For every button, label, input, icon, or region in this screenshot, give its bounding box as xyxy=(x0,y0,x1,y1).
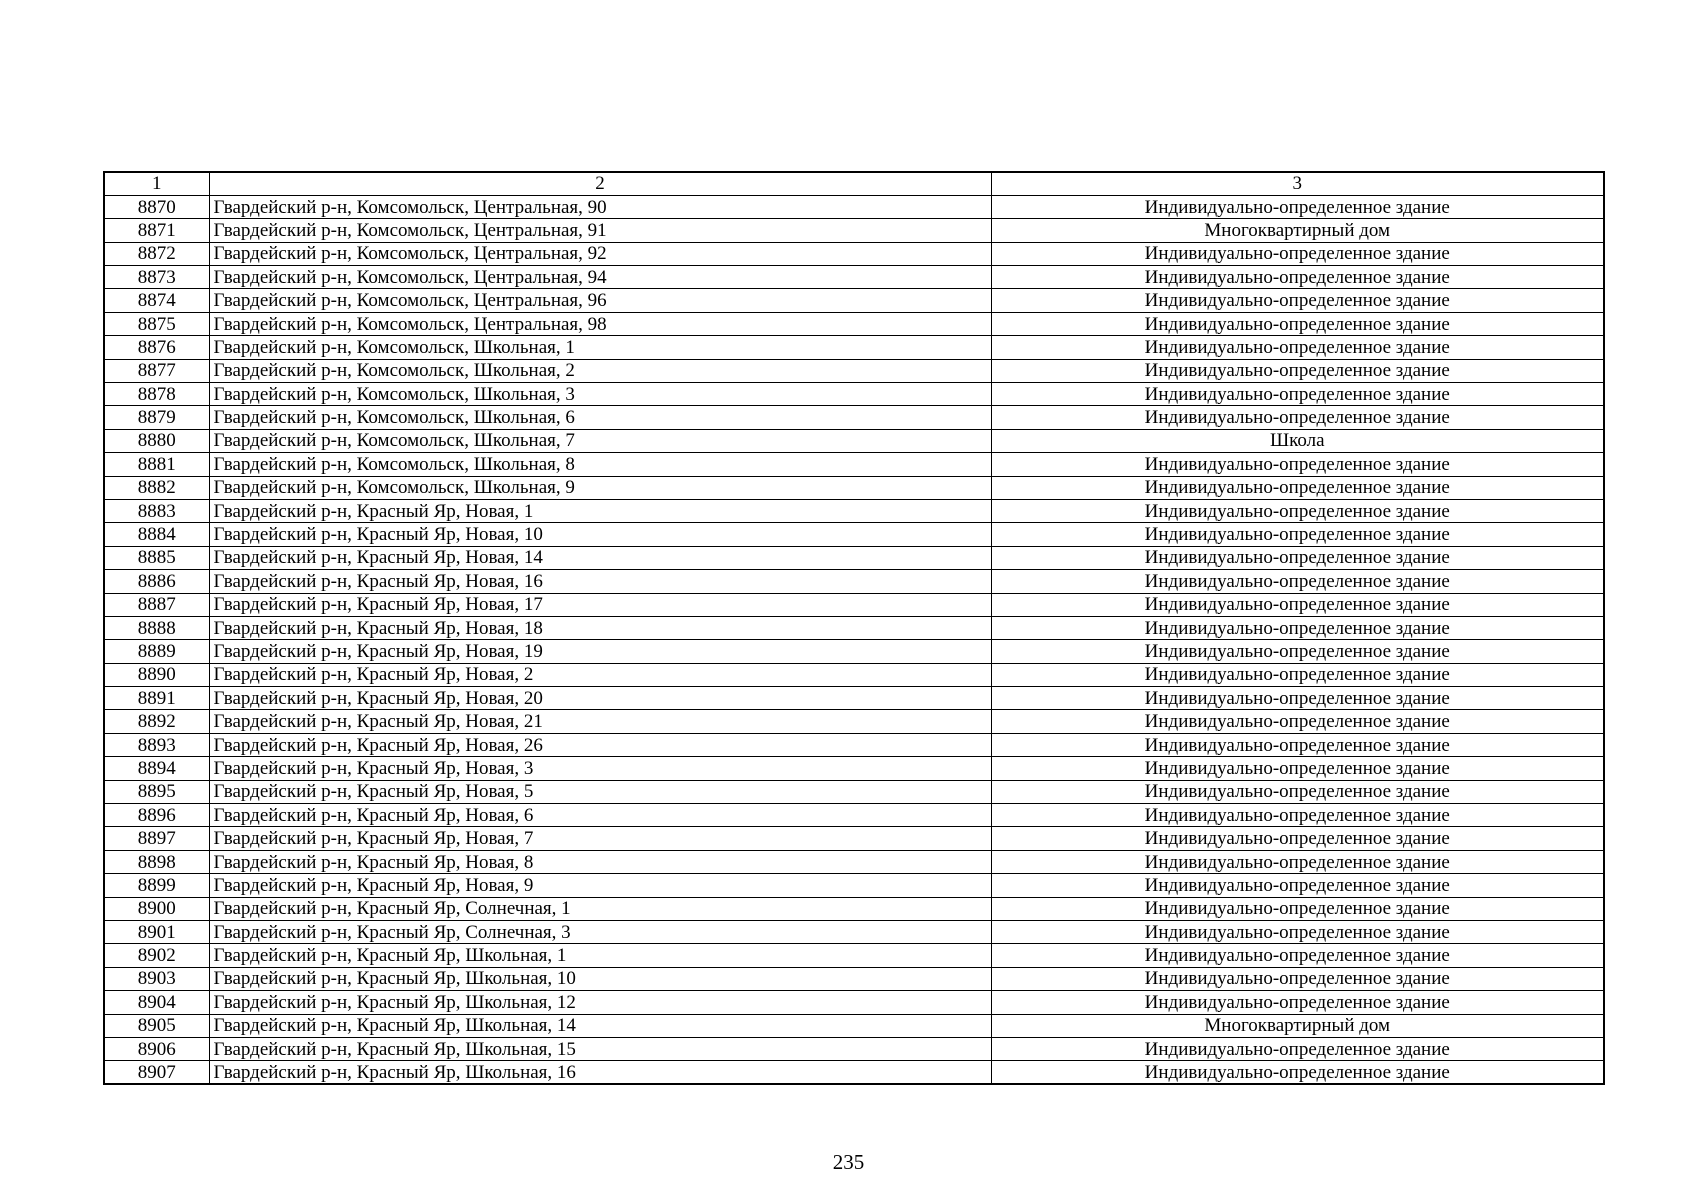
building-type-cell: Индивидуально-определенное здание xyxy=(991,289,1604,312)
table-row xyxy=(104,663,1604,686)
header-cell-2: 2 xyxy=(209,172,991,195)
row-number-cell: 8892 xyxy=(104,710,209,733)
address-cell: Гвардейский р-н, Красный Яр, Школьная, 15 xyxy=(209,1037,991,1060)
building-type-cell: Индивидуально-определенное здание xyxy=(991,359,1604,382)
row-number-cell: 8894 xyxy=(104,757,209,780)
building-type-cell: Многоквартирный дом xyxy=(991,1014,1604,1037)
table-row xyxy=(104,1061,1604,1084)
address-cell: Гвардейский р-н, Красный Яр, Новая, 8 xyxy=(209,850,991,873)
building-type-cell: Индивидуально-определенное здание xyxy=(991,757,1604,780)
table-row xyxy=(104,266,1604,289)
address-cell: Гвардейский р-н, Красный Яр, Школьная, 14 xyxy=(209,1014,991,1037)
address-cell: Гвардейский р-н, Красный Яр, Новая, 10 xyxy=(209,523,991,546)
row-number-cell: 8895 xyxy=(104,780,209,803)
building-type-cell: Индивидуально-определенное здание xyxy=(991,523,1604,546)
address-cell: Гвардейский р-н, Красный Яр, Новая, 17 xyxy=(209,593,991,616)
row-number-cell: 8890 xyxy=(104,663,209,686)
row-number-cell: 8893 xyxy=(104,733,209,756)
table-row xyxy=(104,991,1604,1014)
address-cell: Гвардейский р-н, Комсомольск, Центральная, 98 xyxy=(209,312,991,335)
row-number-cell: 8881 xyxy=(104,453,209,476)
table-row xyxy=(104,944,1604,967)
address-cell: Гвардейский р-н, Комсомольск, Центральная, 91 xyxy=(209,219,991,242)
address-cell: Гвардейский р-н, Красный Яр, Новая, 26 xyxy=(209,733,991,756)
table-row xyxy=(104,804,1604,827)
row-number-cell: 8887 xyxy=(104,593,209,616)
table-row xyxy=(104,499,1604,522)
header-cell-3: 3 xyxy=(991,172,1604,195)
table-row xyxy=(104,921,1604,944)
table-row xyxy=(104,289,1604,312)
row-number-cell: 8907 xyxy=(104,1061,209,1084)
building-type-cell: Индивидуально-определенное здание xyxy=(991,406,1604,429)
building-type-cell: Индивидуально-определенное здание xyxy=(991,921,1604,944)
table-row xyxy=(104,780,1604,803)
building-type-cell: Индивидуально-определенное здание xyxy=(991,874,1604,897)
row-number-cell: 8880 xyxy=(104,429,209,452)
address-cell: Гвардейский р-н, Комсомольск, Школьная, 3 xyxy=(209,383,991,406)
address-cell: Гвардейский р-н, Красный Яр, Новая, 18 xyxy=(209,616,991,639)
address-cell: Гвардейский р-н, Красный Яр, Новая, 3 xyxy=(209,757,991,780)
address-cell: Гвардейский р-н, Красный Яр, Новая, 21 xyxy=(209,710,991,733)
row-number-cell: 8874 xyxy=(104,289,209,312)
row-number-cell: 8896 xyxy=(104,804,209,827)
table-row xyxy=(104,570,1604,593)
building-type-cell: Индивидуально-определенное здание xyxy=(991,242,1604,265)
building-type-cell: Индивидуально-определенное здание xyxy=(991,546,1604,569)
address-cell: Гвардейский р-н, Красный Яр, Новая, 2 xyxy=(209,663,991,686)
table-row xyxy=(104,219,1604,242)
address-cell: Гвардейский р-н, Комсомольск, Школьная, 9 xyxy=(209,476,991,499)
address-cell: Гвардейский р-н, Красный Яр, Новая, 14 xyxy=(209,546,991,569)
table-row xyxy=(104,850,1604,873)
row-number-cell: 8878 xyxy=(104,383,209,406)
row-number-cell: 8875 xyxy=(104,312,209,335)
building-type-cell: Индивидуально-определенное здание xyxy=(991,195,1604,218)
building-type-cell: Индивидуально-определенное здание xyxy=(991,733,1604,756)
row-number-cell: 8883 xyxy=(104,499,209,522)
building-type-cell: Индивидуально-определенное здание xyxy=(991,850,1604,873)
row-number-cell: 8903 xyxy=(104,967,209,990)
table-row xyxy=(104,453,1604,476)
address-cell: Гвардейский р-н, Комсомольск, Центральная, 96 xyxy=(209,289,991,312)
row-number-cell: 8899 xyxy=(104,874,209,897)
address-cell: Гвардейский р-н, Красный Яр, Солнечная, 1 xyxy=(209,897,991,920)
table-row xyxy=(104,874,1604,897)
table-row xyxy=(104,546,1604,569)
building-type-cell: Индивидуально-определенное здание xyxy=(991,991,1604,1014)
table-row xyxy=(104,616,1604,639)
row-number-cell: 8870 xyxy=(104,195,209,218)
building-type-cell: Индивидуально-определенное здание xyxy=(991,827,1604,850)
building-type-cell: Индивидуально-определенное здание xyxy=(991,266,1604,289)
table-row xyxy=(104,733,1604,756)
table-row xyxy=(104,967,1604,990)
table-row xyxy=(104,687,1604,710)
row-number-cell: 8876 xyxy=(104,336,209,359)
row-number-cell: 8902 xyxy=(104,944,209,967)
row-number-cell: 8905 xyxy=(104,1014,209,1037)
address-cell: Гвардейский р-н, Красный Яр, Новая, 9 xyxy=(209,874,991,897)
building-type-cell: Индивидуально-определенное здание xyxy=(991,804,1604,827)
row-number-cell: 8879 xyxy=(104,406,209,429)
address-cell: Гвардейский р-н, Красный Яр, Новая, 6 xyxy=(209,804,991,827)
table-row xyxy=(104,429,1604,452)
row-number-cell: 8891 xyxy=(104,687,209,710)
table-row xyxy=(104,1014,1604,1037)
table-row xyxy=(104,593,1604,616)
table-row xyxy=(104,827,1604,850)
building-type-cell: Индивидуально-определенное здание xyxy=(991,312,1604,335)
row-number-cell: 8904 xyxy=(104,991,209,1014)
register-table-body xyxy=(104,172,1604,1084)
row-number-cell: 8906 xyxy=(104,1037,209,1060)
building-type-cell: Индивидуально-определенное здание xyxy=(991,640,1604,663)
row-number-cell: 8873 xyxy=(104,266,209,289)
address-cell: Гвардейский р-н, Комсомольск, Центральная, 94 xyxy=(209,266,991,289)
row-number-cell: 8888 xyxy=(104,616,209,639)
table-row xyxy=(104,757,1604,780)
address-cell: Гвардейский р-н, Красный Яр, Школьная, 16 xyxy=(209,1061,991,1084)
table-row xyxy=(104,383,1604,406)
building-type-cell: Индивидуально-определенное здание xyxy=(991,1037,1604,1060)
row-number-cell: 8889 xyxy=(104,640,209,663)
address-cell: Гвардейский р-н, Комсомольск, Школьная, 8 xyxy=(209,453,991,476)
building-type-cell: Индивидуально-определенное здание xyxy=(991,593,1604,616)
row-number-cell: 8885 xyxy=(104,546,209,569)
table-row xyxy=(104,406,1604,429)
building-type-cell: Индивидуально-определенное здание xyxy=(991,453,1604,476)
row-number-cell: 8884 xyxy=(104,523,209,546)
address-cell: Гвардейский р-н, Комсомольск, Школьная, 1 xyxy=(209,336,991,359)
building-type-cell: Индивидуально-определенное здание xyxy=(991,897,1604,920)
row-number-cell: 8886 xyxy=(104,570,209,593)
table-row xyxy=(104,336,1604,359)
building-type-cell: Индивидуально-определенное здание xyxy=(991,476,1604,499)
building-type-cell: Индивидуально-определенное здание xyxy=(991,616,1604,639)
address-cell: Гвардейский р-н, Красный Яр, Новая, 16 xyxy=(209,570,991,593)
table-row xyxy=(104,710,1604,733)
address-cell: Гвардейский р-н, Красный Яр, Новая, 7 xyxy=(209,827,991,850)
building-type-cell: Индивидуально-определенное здание xyxy=(991,383,1604,406)
building-type-cell: Индивидуально-определенное здание xyxy=(991,780,1604,803)
register-table xyxy=(103,171,1605,1085)
table-row xyxy=(104,476,1604,499)
address-cell: Гвардейский р-н, Комсомольск, Центральная, 90 xyxy=(209,195,991,218)
table-row xyxy=(104,312,1604,335)
row-number-cell: 8901 xyxy=(104,921,209,944)
address-cell: Гвардейский р-н, Комсомольск, Школьная, 2 xyxy=(209,359,991,382)
address-cell: Гвардейский р-н, Красный Яр, Новая, 19 xyxy=(209,640,991,663)
building-type-cell: Многоквартирный дом xyxy=(991,219,1604,242)
row-number-cell: 8871 xyxy=(104,219,209,242)
row-number-cell: 8897 xyxy=(104,827,209,850)
address-cell: Гвардейский р-н, Красный Яр, Новая, 1 xyxy=(209,499,991,522)
table-row xyxy=(104,897,1604,920)
building-type-cell: Индивидуально-определенное здание xyxy=(991,687,1604,710)
building-type-cell: Индивидуально-определенное здание xyxy=(991,944,1604,967)
row-number-cell: 8872 xyxy=(104,242,209,265)
row-number-cell: 8877 xyxy=(104,359,209,382)
table-row xyxy=(104,640,1604,663)
building-type-cell: Индивидуально-определенное здание xyxy=(991,570,1604,593)
address-cell: Гвардейский р-н, Красный Яр, Новая, 5 xyxy=(209,780,991,803)
address-cell: Гвардейский р-н, Красный Яр, Новая, 20 xyxy=(209,687,991,710)
row-number-cell: 8882 xyxy=(104,476,209,499)
table-header-row xyxy=(104,172,1604,195)
table-row xyxy=(104,1037,1604,1060)
address-cell: Гвардейский р-н, Комсомольск, Школьная, 6 xyxy=(209,406,991,429)
header-cell-1: 1 xyxy=(104,172,209,195)
address-cell: Гвардейский р-н, Красный Яр, Солнечная, 3 xyxy=(209,921,991,944)
row-number-cell: 8900 xyxy=(104,897,209,920)
address-cell: Гвардейский р-н, Комсомольск, Центральная, 92 xyxy=(209,242,991,265)
table-row xyxy=(104,359,1604,382)
table-row xyxy=(104,195,1604,218)
table-row xyxy=(104,242,1604,265)
address-cell: Гвардейский р-н, Красный Яр, Школьная, 12 xyxy=(209,991,991,1014)
building-type-cell: Индивидуально-определенное здание xyxy=(991,663,1604,686)
page-number: 235 xyxy=(832,1150,865,1174)
building-type-cell: Индивидуально-определенное здание xyxy=(991,336,1604,359)
building-type-cell: Индивидуально-определенное здание xyxy=(991,499,1604,522)
address-cell: Гвардейский р-н, Красный Яр, Школьная, 1 xyxy=(209,944,991,967)
building-type-cell: Индивидуально-определенное здание xyxy=(991,710,1604,733)
building-type-cell: Индивидуально-определенное здание xyxy=(991,1061,1604,1084)
row-number-cell: 8898 xyxy=(104,850,209,873)
address-cell: Гвардейский р-н, Красный Яр, Школьная, 10 xyxy=(209,967,991,990)
building-type-cell: Индивидуально-определенное здание xyxy=(991,967,1604,990)
building-type-cell: Школа xyxy=(991,429,1604,452)
address-cell: Гвардейский р-н, Комсомольск, Школьная, 7 xyxy=(209,429,991,452)
table-row xyxy=(104,523,1604,546)
